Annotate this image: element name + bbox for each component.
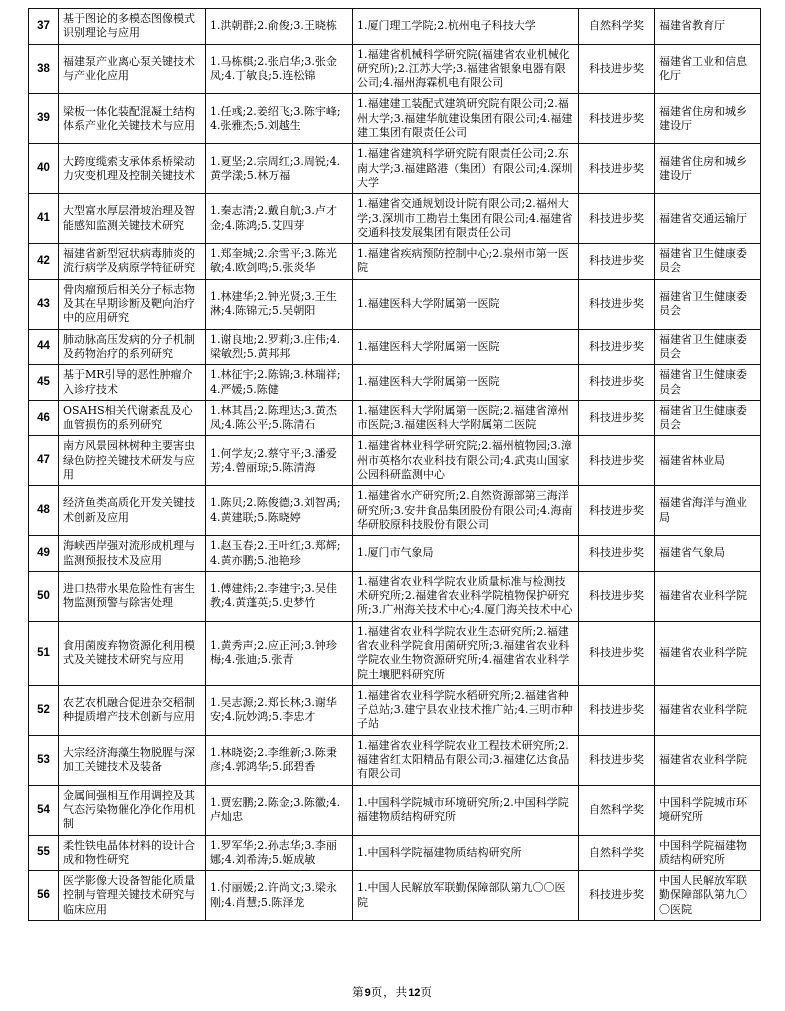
cell-award-category: 科技进步奖 bbox=[579, 735, 655, 785]
award-table bbox=[28, 8, 761, 921]
cell-organizations: 1.福建省交通规划设计院有限公司;2.福州大学;3.深圳市工勘岩土集团有限公司;4.福建省交通科技发展集团有限责任公司 bbox=[353, 194, 579, 244]
cell-award-category: 科技进步奖 bbox=[579, 94, 655, 144]
cell-contributors: 1.傅建炜;2.李建宇;3.吴佳教;4.黄蓬英;5.史梦竹 bbox=[206, 571, 353, 621]
cell-award-category: 科技进步奖 bbox=[579, 436, 655, 486]
cell-contributors: 1.罗军华;2.孙志华;3.李丽娜;4.刘希涛;5.姬成敏 bbox=[206, 835, 353, 871]
cell-nominating-unit: 福建省农业科学院 bbox=[655, 735, 761, 785]
cell-project-title: OSAHS相关代谢紊乱及心血管损伤的系列研究 bbox=[59, 400, 206, 436]
table-row bbox=[29, 9, 761, 45]
cell-project-title: 大宗经济海藻生物脱腥与深加工关键技术及装备 bbox=[59, 735, 206, 785]
cell-organizations: 1.福建省林业科学研究院;2.福州植物园;3.漳州市英格尔农业科技有限公司;4.武夷山国家公园科研监测中心 bbox=[353, 436, 579, 486]
footer-text-middle: 页，共 bbox=[370, 985, 409, 999]
cell-project-title: 肺动脉高压发病的分子机制及药物治疗的系列研究 bbox=[59, 329, 206, 365]
cell-contributors: 1.赵玉春;2.王叶红;3.郑辉;4.黄亦鹏;5.池艳珍 bbox=[206, 536, 353, 572]
cell-award-category: 科技进步奖 bbox=[579, 194, 655, 244]
cell-organizations: 1.福建省建筑科学研究院有限责任公司;2.东南大学;3.福建路港（集团）有限公司;4.深圳大学 bbox=[353, 144, 579, 194]
cell-project-title: 农艺农机融合促进杂交稻制种提质增产技术创新与应用 bbox=[59, 685, 206, 735]
cell-award-category: 科技进步奖 bbox=[579, 486, 655, 536]
cell-project-title: 食用菌废弃物资源化利用模式及关键技术研究与应用 bbox=[59, 621, 206, 685]
cell-organizations: 1.福建省农业科学院水稻研究所;2.福建省种子总站;3.建宁县农业技术推广站;4.三明市种子站 bbox=[353, 685, 579, 735]
cell-project-title: 大跨度缆索支承体系桥梁动力灾变机理及控制关键技术 bbox=[59, 144, 206, 194]
cell-row-number: 55 bbox=[29, 835, 59, 871]
cell-project-title: 金属间强相互作用调控及其气态污染物催化净化作用机制 bbox=[59, 785, 206, 835]
cell-row-number: 37 bbox=[29, 9, 59, 45]
cell-project-title: 大型富水厚层滑坡治理及智能感知监测关键技术研究 bbox=[59, 194, 206, 244]
cell-contributors: 1.林征宇;2.陈锦;3.林瑞祥;4.严媛;5.陈健 bbox=[206, 365, 353, 401]
cell-row-number: 54 bbox=[29, 785, 59, 835]
cell-nominating-unit: 福建省海洋与渔业局 bbox=[655, 486, 761, 536]
cell-contributors: 1.谢良地;2.罗莉;3.庄伟;4.梁敏烈;5.黄邦邦 bbox=[206, 329, 353, 365]
table-row bbox=[29, 365, 761, 401]
cell-contributors: 1.吴志源;2.郑长林;3.谢华安;4.阮妙鸿;5.李忠才 bbox=[206, 685, 353, 735]
cell-row-number: 47 bbox=[29, 436, 59, 486]
cell-project-title: 南方风景园林树种主要害虫绿色防控关键技术研发与应用 bbox=[59, 436, 206, 486]
table-row bbox=[29, 871, 761, 921]
cell-nominating-unit: 中国人民解放军联勤保障部队第九〇〇医院 bbox=[655, 871, 761, 921]
cell-row-number: 38 bbox=[29, 44, 59, 94]
cell-row-number: 41 bbox=[29, 194, 59, 244]
table-row bbox=[29, 194, 761, 244]
cell-contributors: 1.洪朝群;2.俞俊;3.王晓栋 bbox=[206, 9, 353, 45]
cell-row-number: 40 bbox=[29, 144, 59, 194]
cell-row-number: 45 bbox=[29, 365, 59, 401]
cell-award-category: 科技进步奖 bbox=[579, 44, 655, 94]
table-row bbox=[29, 536, 761, 572]
table-row bbox=[29, 94, 761, 144]
cell-project-title: 海峡西岸强对流形成机理与监测预报技术及应用 bbox=[59, 536, 206, 572]
cell-organizations: 1.福建医科大学附属第一医院;2.福建省漳州市医院;3.福建医科大学附属第二医院 bbox=[353, 400, 579, 436]
cell-nominating-unit: 福建省卫生健康委员会 bbox=[655, 400, 761, 436]
table-row bbox=[29, 835, 761, 871]
cell-award-category: 科技进步奖 bbox=[579, 685, 655, 735]
cell-nominating-unit: 福建省住房和城乡建设厅 bbox=[655, 94, 761, 144]
cell-organizations: 1.厦门理工学院;2.杭州电子科技大学 bbox=[353, 9, 579, 45]
cell-project-title: 福建省新型冠状病毒肺炎的流行病学及病原学特征研究 bbox=[59, 244, 206, 280]
cell-row-number: 39 bbox=[29, 94, 59, 144]
cell-award-category: 科技进步奖 bbox=[579, 571, 655, 621]
cell-nominating-unit: 福建省交通运输厅 bbox=[655, 194, 761, 244]
cell-award-category: 科技进步奖 bbox=[579, 329, 655, 365]
footer-text-suffix: 页 bbox=[420, 985, 433, 999]
cell-project-title: 柔性铁电晶体材料的设计合成和物性研究 bbox=[59, 835, 206, 871]
cell-nominating-unit: 福建省住房和城乡建设厅 bbox=[655, 144, 761, 194]
cell-award-category: 科技进步奖 bbox=[579, 400, 655, 436]
cell-award-category: 科技进步奖 bbox=[579, 279, 655, 329]
cell-row-number: 49 bbox=[29, 536, 59, 572]
table-row bbox=[29, 785, 761, 835]
table-row bbox=[29, 279, 761, 329]
cell-row-number: 50 bbox=[29, 571, 59, 621]
cell-contributors: 1.贾宏鹏;2.陈金;3.陈徽;4.卢灿忠 bbox=[206, 785, 353, 835]
cell-nominating-unit: 福建省农业科学院 bbox=[655, 571, 761, 621]
cell-project-title: 进口热带水果危险性有害生物监测预警与除害处理 bbox=[59, 571, 206, 621]
cell-organizations: 1.福建省农业科学院农业质量标准与检测技术研究所;2.福建省农业科学院植物保护研究所;3.广州海关技术中心;4.厦门海关技术中心 bbox=[353, 571, 579, 621]
cell-nominating-unit: 中国科学院福建物质结构研究所 bbox=[655, 835, 761, 871]
table-row bbox=[29, 244, 761, 280]
cell-organizations: 1.中国人民解放军联勤保障部队第九〇〇医院 bbox=[353, 871, 579, 921]
cell-contributors: 1.秦志清;2.戴自航;3.卢才金;4.陈鸿;5.艾四芽 bbox=[206, 194, 353, 244]
cell-nominating-unit: 福建省卫生健康委员会 bbox=[655, 279, 761, 329]
cell-project-title: 骨肉瘤预后相关分子标志物及其在早期诊断及靶向治疗中的应用研究 bbox=[59, 279, 206, 329]
cell-row-number: 43 bbox=[29, 279, 59, 329]
award-table-body bbox=[29, 9, 761, 921]
footer-text-prefix: 第 bbox=[352, 985, 365, 999]
cell-award-category: 科技进步奖 bbox=[579, 621, 655, 685]
cell-award-category: 自然科学奖 bbox=[579, 835, 655, 871]
cell-project-title: 医学影像大设备智能化质量控制与管理关键技术研究与临床应用 bbox=[59, 871, 206, 921]
cell-organizations: 1.福建省农业科学院农业工程技术研究所;2.福建省红太阳精品有限公司;3.福建亿达食品有限公司 bbox=[353, 735, 579, 785]
cell-organizations: 1.中国科学院城市环境研究所;2.中国科学院福建物质结构研究所 bbox=[353, 785, 579, 835]
footer-page-number: 9 bbox=[364, 987, 371, 999]
cell-organizations: 1.福建医科大学附属第一医院 bbox=[353, 279, 579, 329]
cell-nominating-unit: 福建省卫生健康委员会 bbox=[655, 329, 761, 365]
cell-contributors: 1.马栋棋;2.张启华;3.张金凤;4.丁敏良;5.连松锦 bbox=[206, 44, 353, 94]
cell-contributors: 1.黄秀声;2.应正河;3.钟珍梅;4.张迪;5.张青 bbox=[206, 621, 353, 685]
cell-nominating-unit: 福建省农业科学院 bbox=[655, 621, 761, 685]
cell-row-number: 51 bbox=[29, 621, 59, 685]
cell-project-title: 经济鱼类高质化开发关键技术创新及应用 bbox=[59, 486, 206, 536]
table-row bbox=[29, 571, 761, 621]
cell-organizations: 1.中国科学院福建物质结构研究所 bbox=[353, 835, 579, 871]
footer-total-pages: 12 bbox=[408, 987, 421, 999]
cell-project-title: 基于图论的多模态图像模式识别理论与应用 bbox=[59, 9, 206, 45]
cell-nominating-unit: 福建省农业科学院 bbox=[655, 685, 761, 735]
cell-project-title: 梁板一体化装配混凝土结构体系产业化关键技术与应用 bbox=[59, 94, 206, 144]
cell-organizations: 1.福建省疾病预防控制中心;2.泉州市第一医院 bbox=[353, 244, 579, 280]
cell-award-category: 科技进步奖 bbox=[579, 536, 655, 572]
cell-contributors: 1.任彧;2.姜绍飞;3.陈宇峰;4.张雅杰;5.刘越生 bbox=[206, 94, 353, 144]
table-row bbox=[29, 400, 761, 436]
cell-organizations: 1.厦门市气象局 bbox=[353, 536, 579, 572]
cell-contributors: 1.郑奎城;2.余雪平;3.陈光敏;4.欧剑鸣;5.张炎华 bbox=[206, 244, 353, 280]
cell-contributors: 1.夏坚;2.宗周红;3.周锐;4.黄学漾;5.林万福 bbox=[206, 144, 353, 194]
cell-nominating-unit: 福建省气象局 bbox=[655, 536, 761, 572]
table-row bbox=[29, 436, 761, 486]
cell-contributors: 1.林其昌;2.陈理达;3.黄杰凤;4.陈公平;5.陈清石 bbox=[206, 400, 353, 436]
cell-organizations: 1.福建省水产研究所;2.自然资源部第三海洋研究所;3.安井食品集团股份有限公司;4.海南华研胶原科技股份有限公司 bbox=[353, 486, 579, 536]
cell-contributors: 1.林建华;2.钟光贤;3.王生淋;4.陈锦元;5.吴朝阳 bbox=[206, 279, 353, 329]
cell-award-category: 科技进步奖 bbox=[579, 244, 655, 280]
cell-award-category: 科技进步奖 bbox=[579, 871, 655, 921]
cell-nominating-unit: 中国科学院城市环境研究所 bbox=[655, 785, 761, 835]
cell-contributors: 1.陈贝;2.陈俊德;3.刘智禹;4.黄建联;5.陈晓婷 bbox=[206, 486, 353, 536]
cell-contributors: 1.何学友;2.蔡守平;3.潘爱芳;4.曾丽琼;5.陈清海 bbox=[206, 436, 353, 486]
page-footer bbox=[0, 984, 785, 1000]
cell-organizations: 1.福建建工装配式建筑研究院有限公司;2.福州大学;3.福建华航建设集团有限公司;4.福建建工集团有限责任公司 bbox=[353, 94, 579, 144]
cell-organizations: 1.福建省机械科学研究院(福建省农业机械化研究所);2.江苏大学;3.福建省银象电器有限公司;4.福州海霖机电有限公司 bbox=[353, 44, 579, 94]
cell-award-category: 科技进步奖 bbox=[579, 365, 655, 401]
cell-organizations: 1.福建医科大学附属第一医院 bbox=[353, 329, 579, 365]
cell-award-category: 科技进步奖 bbox=[579, 144, 655, 194]
cell-row-number: 48 bbox=[29, 486, 59, 536]
cell-nominating-unit: 福建省卫生健康委员会 bbox=[655, 365, 761, 401]
cell-row-number: 46 bbox=[29, 400, 59, 436]
cell-row-number: 44 bbox=[29, 329, 59, 365]
cell-nominating-unit: 福建省教育厅 bbox=[655, 9, 761, 45]
table-row bbox=[29, 44, 761, 94]
table-row bbox=[29, 486, 761, 536]
table-row bbox=[29, 685, 761, 735]
table-row bbox=[29, 144, 761, 194]
cell-row-number: 42 bbox=[29, 244, 59, 280]
cell-award-category: 自然科学奖 bbox=[579, 785, 655, 835]
cell-organizations: 1.福建省农业科学院农业生态研究所;2.福建省农业科学院食用菌研究所;3.福建省农业科学院农业生物资源研究所;4.福建省农业科学院土壤肥料研究所 bbox=[353, 621, 579, 685]
cell-nominating-unit: 福建省卫生健康委员会 bbox=[655, 244, 761, 280]
cell-organizations: 1.福建医科大学附属第一医院 bbox=[353, 365, 579, 401]
table-row bbox=[29, 621, 761, 685]
cell-project-title: 福建泵产业离心泵关键技术与产业化应用 bbox=[59, 44, 206, 94]
cell-contributors: 1.林晓姿;2.李维新;3.陈秉彦;4.郭鸿华;5.邱碧香 bbox=[206, 735, 353, 785]
table-row bbox=[29, 735, 761, 785]
cell-project-title: 基于MR引导的恶性肿瘤介入诊疗技术 bbox=[59, 365, 206, 401]
table-row bbox=[29, 329, 761, 365]
cell-award-category: 自然科学奖 bbox=[579, 9, 655, 45]
cell-row-number: 56 bbox=[29, 871, 59, 921]
cell-nominating-unit: 福建省工业和信息化厅 bbox=[655, 44, 761, 94]
cell-contributors: 1.付丽媛;2.许尚文;3.梁永刚;4.肖慧;5.陈泽龙 bbox=[206, 871, 353, 921]
cell-row-number: 53 bbox=[29, 735, 59, 785]
cell-nominating-unit: 福建省林业局 bbox=[655, 436, 761, 486]
cell-row-number: 52 bbox=[29, 685, 59, 735]
